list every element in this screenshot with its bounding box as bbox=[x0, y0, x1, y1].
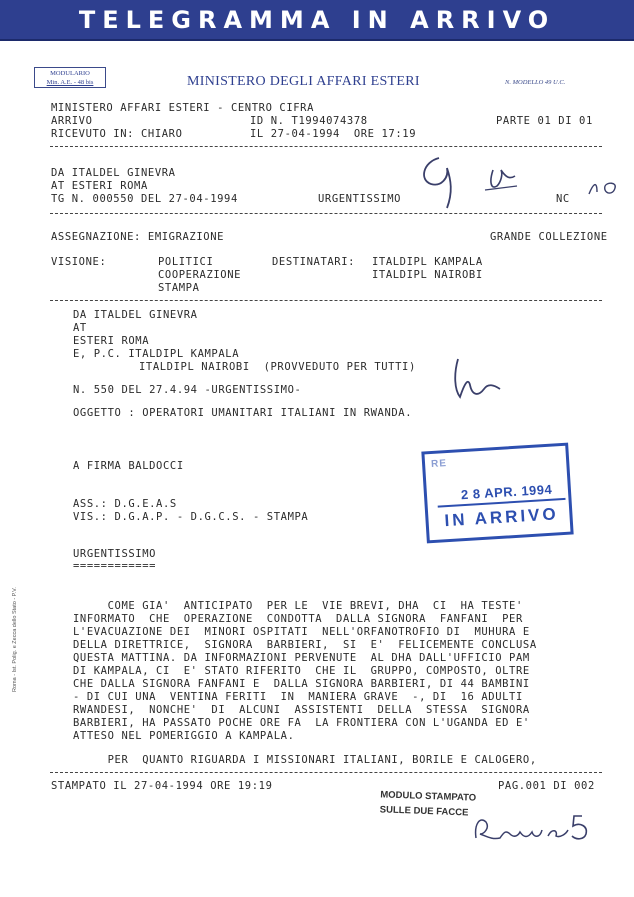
handwritten-initials bbox=[405, 150, 525, 210]
stamp-label: IN ARRIVO bbox=[444, 504, 560, 531]
banner-title: TELEGRAMMA IN ARRIVO bbox=[78, 6, 556, 34]
header-parte: PARTE 01 DI 01 bbox=[496, 115, 593, 127]
footer-stampato: STAMPATO IL 27-04-1994 ORE 19:19 bbox=[51, 780, 273, 792]
body-paragraph-line: L'EVACUAZIONE DEI MINORI OSPITATI NELL'ORFANOTROFIO DI MUHURA E bbox=[73, 626, 530, 638]
destinatari-label: DESTINATARI: bbox=[272, 256, 356, 268]
modulario-code: Min. A.E. - 48 bis bbox=[46, 79, 94, 86]
body-reference: N. 550 DEL 27.4.94 -URGENTISSIMO- bbox=[73, 384, 302, 396]
body-paragraph-line: INFORMATO CHE OPERAZIONE CONDOTTA DALLA SIGNORA FANFANI PER bbox=[73, 613, 523, 625]
visione-item: COOPERAZIONE bbox=[158, 269, 242, 281]
body-vis: VIS.: D.G.A.P. - D.G.C.S. - STAMPA bbox=[73, 511, 309, 523]
origin-tg-number: TG N. 000550 DEL 27-04-1994 bbox=[51, 193, 238, 205]
header-data-ora: IL 27-04-1994 ORE 17:19 bbox=[250, 128, 417, 140]
body-pc: E, P.C. ITALDIPL KAMPALA bbox=[73, 348, 240, 360]
header-id: ID N. T1994074378 bbox=[250, 115, 368, 127]
grande-collezione: GRANDE COLLEZIONE bbox=[490, 231, 608, 243]
origin-nc: NC bbox=[556, 193, 570, 205]
origin-priority: URGENTISSIMO bbox=[318, 193, 402, 205]
body-firma: A FIRMA BALDOCCI bbox=[73, 460, 184, 472]
handwritten-number bbox=[585, 176, 625, 200]
divider bbox=[50, 146, 602, 147]
origin-to: AT ESTERI ROMA bbox=[51, 180, 148, 192]
body-paragraph-line: RWANDESI, NONCHE' DI ALCUNI ASSISTENTI DELLA STESSA SIGNORA bbox=[73, 704, 530, 716]
assegnazione: ASSEGNAZIONE: EMIGRAZIONE bbox=[51, 231, 225, 243]
body-paragraph-line: - DI CUI UNA VENTINA FERITI IN MANIERA GRAVE -, DI 16 ADULTI bbox=[73, 691, 523, 703]
body-next-paragraph: PER QUANTO RIGUARDA I MISSIONARI ITALIANI, BORILE E CALOGERO, bbox=[73, 754, 537, 766]
divider bbox=[50, 213, 602, 214]
origin-from: DA ITALDEL GINEVRA bbox=[51, 167, 176, 179]
body-urgent: URGENTISSIMO bbox=[73, 548, 157, 560]
body-paragraph-line: BARBIERI, HA PASSATO POCHE ORE FA LA FRONTIERA CON L'UGANDA ED E' bbox=[73, 717, 530, 729]
body-ass: ASS.: D.G.E.A.S bbox=[73, 498, 177, 510]
divider bbox=[50, 300, 602, 301]
body-urgent-underline: ============ bbox=[73, 560, 157, 572]
header-ricevuto: RICEVUTO IN: CHIARO bbox=[51, 128, 183, 140]
destinatario-item: ITALDIPL KAMPALA bbox=[372, 256, 483, 268]
divider bbox=[50, 772, 602, 773]
modulo-stampato-line: SULLE DUE FACCE bbox=[379, 804, 469, 819]
received-stamp bbox=[421, 443, 573, 544]
body-paragraph-line: CHE DALLA SIGNORA FANFANI E DALLA SIGNORA BARBIERI, DI 44 BAMBINI bbox=[73, 678, 530, 690]
body-from: DA ITALDEL GINEVRA bbox=[73, 309, 198, 321]
modello-code: N. MODELLO 49 U.C. bbox=[505, 79, 566, 86]
modulo-stampato-line: MODULO STAMPATO bbox=[380, 789, 477, 804]
modulo-stampato-stamp bbox=[380, 787, 477, 820]
visione-label: VISIONE: bbox=[51, 256, 107, 268]
stamp-faded-text: RE bbox=[430, 458, 448, 470]
body-paragraph-line: QUESTA MATTINA. DA INFORMAZIONI PERVENUTE AL DHA DALL'UFFICIO PAM bbox=[73, 652, 530, 664]
header-arrivo: ARRIVO bbox=[51, 115, 93, 127]
visione-item: STAMPA bbox=[158, 282, 200, 294]
destinatario-item: ITALDIPL NAIROBI bbox=[372, 269, 483, 281]
body-to: ESTERI ROMA bbox=[73, 335, 150, 347]
printer-side-note: Roma - Ist. Polig. e Zecca dello Stato - P.V. bbox=[12, 587, 18, 692]
header-center-line: MINISTERO AFFARI ESTERI - CENTRO CIFRA bbox=[51, 102, 315, 114]
body-paragraph-line: ATTESO NEL POMERIGGIO A KAMPALA. bbox=[73, 730, 295, 742]
body-paragraph-line: DELLA DIRETTRICE, SIGNORA BARBIERI, SI E' FELICEMENTE CONCLUSA bbox=[73, 639, 537, 651]
footer-page: PAG.001 DI 002 bbox=[498, 780, 595, 792]
telegram-banner bbox=[0, 0, 634, 41]
body-pc-2: ITALDIPL NAIROBI (PROVVEDUTO PER TUTTI) bbox=[139, 361, 416, 373]
body-paragraph-line: DI KAMPALA, CI E' STATO RIFERITO CHE IL GRUPPO, COMPOSTO, OLTRE bbox=[73, 665, 530, 677]
body-at: AT bbox=[73, 322, 87, 334]
body-oggetto: OGGETTO : OPERATORI UMANITARI ITALIANI IN RWANDA. bbox=[73, 407, 413, 419]
ministry-heading: MINISTERO DEGLI AFFARI ESTERI bbox=[187, 74, 420, 89]
body-paragraph-line: COME GIA' ANTICIPATO PER LE VIE BREVI, DHA CI HA TESTE' bbox=[73, 600, 523, 612]
modulario-label: MODULARIO bbox=[50, 70, 90, 77]
stamp-date: 2 8 APR. 1994 bbox=[460, 481, 553, 503]
modulario-box bbox=[34, 67, 106, 88]
handwritten-rwanda-note bbox=[470, 808, 600, 848]
visione-item: POLITICI bbox=[158, 256, 214, 268]
handwritten-signature bbox=[448, 355, 518, 405]
